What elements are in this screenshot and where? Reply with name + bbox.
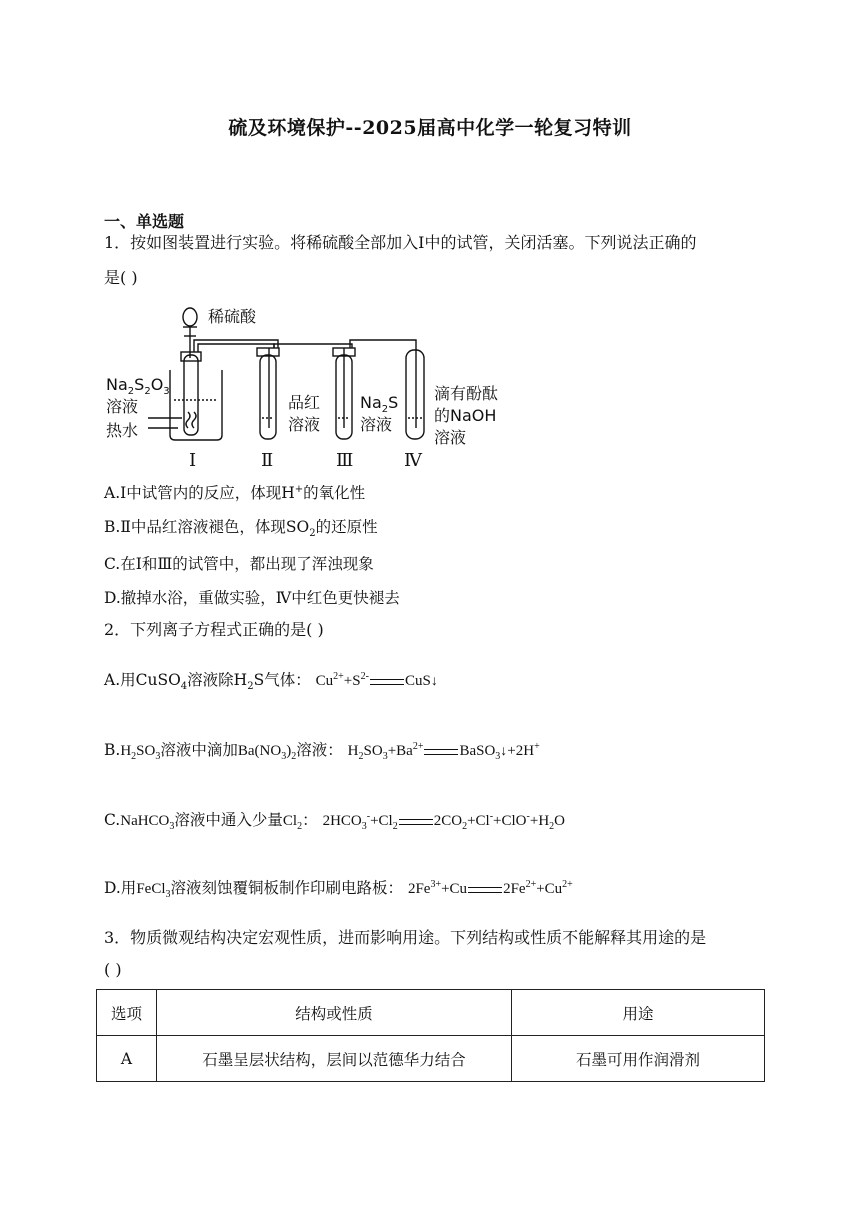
label-na2s-sol: 溶液: [360, 415, 393, 434]
roman-ii: Ⅱ: [261, 450, 274, 471]
label-na2s2o3: $Na_2S_2O_3$: [106, 375, 170, 397]
q1-option-a: A.Ⅰ中试管内的反应，体现H+的氧化性: [104, 483, 366, 502]
label-thio-solution: 溶液: [106, 397, 139, 416]
label-dilute-sulfuric-acid: 稀硫酸: [208, 307, 257, 326]
roman-iii: Ⅲ: [336, 450, 354, 471]
label-pinkhong: 品红: [288, 393, 321, 412]
q2-option-a: A.用CuSO$_4$溶液除$H_2S$气体： $Cu^{2+}+S^{2-}$ CuS↓: [104, 671, 438, 693]
q3-table: [96, 989, 765, 1082]
q2-option-d: D.用FeCl$_3$溶液刻蚀覆铜板制作印刷电路板： $2Fe^{3+}+Cu$ $2Fe^{2+}+Cu^{2+}$: [104, 879, 573, 900]
q1-option-d: D.撤掉水浴，重做实验，Ⅳ中红色更快褪去: [104, 589, 400, 607]
tube-ii: [260, 355, 276, 439]
label-na2s: $Na_2S$: [360, 393, 399, 415]
label-pinkhong-sol: 溶液: [288, 415, 321, 434]
table-cell-structure: 石墨呈层状结构，层间以范德华力结合: [157, 1036, 512, 1082]
table-header-use: 用途: [512, 990, 765, 1036]
table-cell-option: A: [97, 1036, 157, 1082]
beaker-i: [170, 370, 222, 440]
label-naoh-1: 滴有酚酞: [434, 384, 499, 403]
table-cell-use: 石墨可用作润滑剂: [512, 1036, 765, 1082]
page-title: 硫及环境保护--2025届高中化学一轮复习特训: [228, 117, 632, 139]
q1-stem-line1: 1．按如图装置进行实验。将稀硫酸全部加入Ⅰ中的试管，关闭活塞。下列说法正确的: [104, 233, 697, 252]
funnel-bulb: [183, 308, 197, 326]
q3-stem-line2: ( ): [104, 960, 122, 979]
q1-option-b: B.Ⅱ中品红溶液褪色，体现$SO_2$的还原性: [104, 518, 378, 540]
section-heading: 一、单选题: [104, 212, 185, 231]
q1-stem-line2: 是( ): [104, 268, 138, 287]
q1-option-c: C.在Ⅰ和Ⅲ的试管中，都出现了浑浊现象: [104, 555, 374, 573]
q3-stem-line1: 3．物质微观结构决定宏观性质，进而影响用途。下列结构或性质不能解释其用途的是: [104, 928, 707, 947]
roman-iv: Ⅳ: [404, 450, 422, 471]
label-naoh-2: 的NaOH: [434, 406, 497, 425]
tube-iv: [406, 350, 424, 439]
table-row: [97, 1036, 765, 1082]
q2-option-b: $B.H_2SO_3$溶液中滴加$Ba(NO_3)_2$溶液： $H_2SO_3+Ba^{2+}$ BaSO$_3$↓+2H+: [104, 741, 540, 762]
label-naoh-3: 溶液: [434, 428, 467, 447]
table-header-row: [97, 990, 765, 1036]
label-hot-water: 热水: [106, 421, 139, 440]
q2-stem: 2．下列离子方程式正确的是( ): [104, 620, 324, 639]
table-header-option: 选项: [97, 990, 157, 1036]
experiment-apparatus-figure: [104, 300, 524, 475]
table-header-structure: 结构或性质: [157, 990, 512, 1036]
roman-i: Ⅰ: [189, 450, 197, 471]
q2-option-c: C.NaHCO$_3$溶液中通入少量$Cl_2$： $2HCO_3^-+Cl_2$ $2CO_2+Cl^-+ClO^-+H_2O$: [104, 811, 565, 832]
